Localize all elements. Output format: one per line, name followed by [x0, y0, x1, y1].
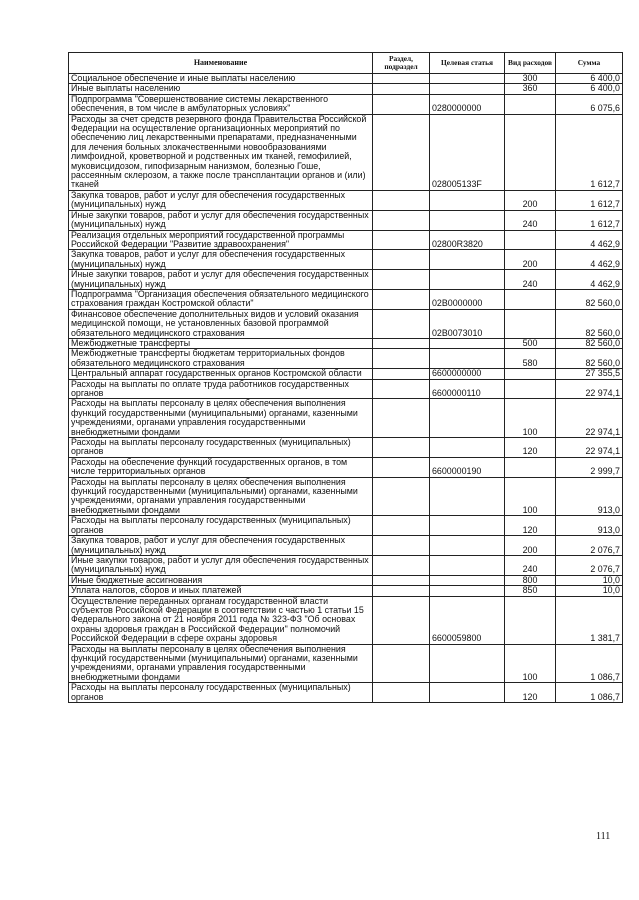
cell-section — [373, 438, 430, 458]
cell-article — [430, 555, 505, 575]
cell-article — [430, 516, 505, 536]
cell-article — [430, 250, 505, 270]
cell-type — [505, 289, 556, 309]
cell-sum: 1 612,7 — [556, 210, 623, 230]
table-row — [69, 477, 623, 516]
cell-type: 360 — [505, 84, 556, 94]
cell-sum: 6 075,6 — [556, 94, 623, 114]
cell-section — [373, 94, 430, 114]
table-header-row — [69, 53, 623, 74]
cell-name: Расходы на выплаты персоналу в целях обеспечения выполнения функций государственными (муниципальными) органами, казенными учреждениями, органами управления государственными внебюджетными фондами — [69, 477, 373, 516]
cell-type: 200 — [505, 536, 556, 556]
cell-sum: 1 086,7 — [556, 644, 623, 683]
cell-name: Социальное обеспечение и иные выплаты населению — [69, 74, 373, 84]
cell-name: Закупка товаров, работ и услуг для обеспечения государственных (муниципальных) нужд — [69, 536, 373, 556]
column-header-section: Раздел, подраздел — [373, 53, 430, 74]
cell-type: 120 — [505, 683, 556, 703]
cell-sum: 1 086,7 — [556, 683, 623, 703]
cell-type: 240 — [505, 210, 556, 230]
cell-sum: 4 462,9 — [556, 230, 623, 250]
cell-article — [430, 683, 505, 703]
cell-section — [373, 596, 430, 644]
cell-sum: 4 462,9 — [556, 250, 623, 270]
table-row — [69, 399, 623, 438]
cell-type — [505, 457, 556, 477]
cell-type: 300 — [505, 74, 556, 84]
cell-section — [373, 683, 430, 703]
cell-type — [505, 230, 556, 250]
column-header-type: Вид расходов — [505, 53, 556, 74]
cell-name: Расходы на выплаты персоналу в целях обеспечения выполнения функций государственными (муниципальными) органами, казенными учреждениями, органами управления государственными внебюджетными фондами — [69, 399, 373, 438]
cell-sum: 22 974,1 — [556, 399, 623, 438]
cell-article — [430, 84, 505, 94]
cell-article — [430, 575, 505, 585]
cell-name: Подпрограмма "Организация обеспечения обязательного медицинского страхования граждан Костромской области" — [69, 289, 373, 309]
cell-sum: 82 560,0 — [556, 349, 623, 369]
cell-section — [373, 84, 430, 94]
table-row — [69, 349, 623, 369]
cell-name: Реализация отдельных мероприятий государственной программы Российской Федерации "Развитие здравоохранения" — [69, 230, 373, 250]
cell-name: Осуществление переданных органам государственной власти субъектов Российской Федерации в соответствии с частью 1 статьи 15 Федерального закона от 21 ноября 2011 года № 323-ФЗ "Об основах охраны здоровья граждан в Российской Федерации" полномочий Российской Федерации в сфере охраны здоровья — [69, 596, 373, 644]
table-row — [69, 586, 623, 596]
cell-name: Расходы на выплаты персоналу государственных (муниципальных) органов — [69, 438, 373, 458]
cell-type: 240 — [505, 270, 556, 290]
cell-section — [373, 379, 430, 399]
cell-section — [373, 190, 430, 210]
cell-article: 6600000000 — [430, 369, 505, 379]
cell-sum: 22 974,1 — [556, 379, 623, 399]
cell-sum: 82 560,0 — [556, 338, 623, 348]
cell-sum: 1 612,7 — [556, 114, 623, 190]
cell-section — [373, 457, 430, 477]
cell-type — [505, 379, 556, 399]
cell-name: Закупка товаров, работ и услуг для обеспечения государственных (муниципальных) нужд — [69, 190, 373, 210]
table-row — [69, 555, 623, 575]
cell-section — [373, 210, 430, 230]
cell-article — [430, 190, 505, 210]
cell-name: Межбюджетные трансферты — [69, 338, 373, 348]
cell-sum: 6 400,0 — [556, 84, 623, 94]
cell-section — [373, 399, 430, 438]
cell-sum: 82 560,0 — [556, 309, 623, 338]
cell-type — [505, 369, 556, 379]
cell-article: 028005133F — [430, 114, 505, 190]
cell-section — [373, 555, 430, 575]
cell-article: 0280000000 — [430, 94, 505, 114]
cell-sum: 913,0 — [556, 516, 623, 536]
cell-article — [430, 586, 505, 596]
cell-type: 200 — [505, 190, 556, 210]
cell-sum: 2 076,7 — [556, 555, 623, 575]
cell-name: Расходы за счет средств резервного фонда Правительства Российской Федерации на осуществление организационных мероприятий по обеспечению лиц лекарственными препаратами, предназначенными для лечения больных злокачественными новообразованиями лимфоидной, кроветворной и родственных им тканей, гемофилией, муковисцидозом, гипофизарным нанизмом, болезнью Гоше, рассеянным склерозом, а также после трансплантации органов и (или) тканей — [69, 114, 373, 190]
cell-sum: 4 462,9 — [556, 270, 623, 290]
cell-name: Расходы на обеспечение функций государственных органов, в том числе территориальных органов — [69, 457, 373, 477]
table-row — [69, 74, 623, 84]
cell-article — [430, 349, 505, 369]
cell-type: 850 — [505, 586, 556, 596]
cell-article — [430, 477, 505, 516]
table-row — [69, 210, 623, 230]
cell-article — [430, 338, 505, 348]
cell-type: 200 — [505, 250, 556, 270]
table-row — [69, 438, 623, 458]
cell-sum: 10,0 — [556, 586, 623, 596]
cell-sum: 2 999,7 — [556, 457, 623, 477]
cell-type: 800 — [505, 575, 556, 585]
cell-name: Расходы на выплаты по оплате труда работников государственных органов — [69, 379, 373, 399]
table-row — [69, 84, 623, 94]
table-row — [69, 575, 623, 585]
table-row — [69, 369, 623, 379]
cell-name: Иные бюджетные ассигнования — [69, 575, 373, 585]
cell-article: 02B0000000 — [430, 289, 505, 309]
table-row — [69, 379, 623, 399]
cell-section — [373, 516, 430, 536]
cell-type — [505, 114, 556, 190]
cell-article — [430, 210, 505, 230]
table-row — [69, 250, 623, 270]
cell-article: 02B0073010 — [430, 309, 505, 338]
table-row — [69, 190, 623, 210]
cell-type: 120 — [505, 516, 556, 536]
budget-table — [68, 52, 623, 703]
table-row — [69, 644, 623, 683]
cell-article — [430, 644, 505, 683]
table-row — [69, 516, 623, 536]
cell-article — [430, 399, 505, 438]
cell-article: 6600000110 — [430, 379, 505, 399]
cell-article: 6600059800 — [430, 596, 505, 644]
cell-article — [430, 74, 505, 84]
table-row — [69, 114, 623, 190]
column-header-sum: Сумма — [556, 53, 623, 74]
cell-article: 02800R3820 — [430, 230, 505, 250]
table-row — [69, 270, 623, 290]
cell-section — [373, 338, 430, 348]
cell-section — [373, 369, 430, 379]
cell-type: 240 — [505, 555, 556, 575]
cell-sum: 82 560,0 — [556, 289, 623, 309]
cell-sum: 27 355,5 — [556, 369, 623, 379]
cell-section — [373, 250, 430, 270]
table-row — [69, 596, 623, 644]
cell-article — [430, 438, 505, 458]
cell-name: Иные закупки товаров, работ и услуг для обеспечения государственных (муниципальных) нужд — [69, 555, 373, 575]
cell-name: Закупка товаров, работ и услуг для обеспечения государственных (муниципальных) нужд — [69, 250, 373, 270]
cell-section — [373, 270, 430, 290]
cell-section — [373, 536, 430, 556]
cell-name: Расходы на выплаты персоналу в целях обеспечения выполнения функций государственными (муниципальными) органами, казенными учреждениями, органами управления государственными внебюджетными фондами — [69, 644, 373, 683]
table-row — [69, 683, 623, 703]
cell-sum: 2 076,7 — [556, 536, 623, 556]
cell-section — [373, 586, 430, 596]
cell-name: Иные закупки товаров, работ и услуг для обеспечения государственных (муниципальных) нужд — [69, 270, 373, 290]
table-row — [69, 230, 623, 250]
cell-type — [505, 94, 556, 114]
cell-sum: 1 612,7 — [556, 190, 623, 210]
cell-section — [373, 114, 430, 190]
cell-name: Подпрограмма "Совершенствование системы лекарственного обеспечения, в том числе в амбулаторных условиях" — [69, 94, 373, 114]
cell-name: Межбюджетные трансферты бюджетам территориальных фондов обязательного медицинского страхования — [69, 349, 373, 369]
column-header-article: Целевая статья — [430, 53, 505, 74]
cell-name: Расходы на выплаты персоналу государственных (муниципальных) органов — [69, 683, 373, 703]
cell-section — [373, 74, 430, 84]
cell-type: 580 — [505, 349, 556, 369]
cell-section — [373, 477, 430, 516]
cell-sum: 1 381,7 — [556, 596, 623, 644]
cell-type — [505, 596, 556, 644]
cell-sum: 10,0 — [556, 575, 623, 585]
cell-section — [373, 575, 430, 585]
cell-sum: 22 974,1 — [556, 438, 623, 458]
cell-name: Иные выплаты населению — [69, 84, 373, 94]
table-row — [69, 338, 623, 348]
cell-name: Иные закупки товаров, работ и услуг для обеспечения государственных (муниципальных) нужд — [69, 210, 373, 230]
cell-sum: 6 400,0 — [556, 74, 623, 84]
table-row — [69, 289, 623, 309]
cell-name: Уплата налогов, сборов и иных платежей — [69, 586, 373, 596]
cell-type — [505, 309, 556, 338]
cell-article — [430, 270, 505, 290]
cell-name: Финансовое обеспечение дополнительных видов и условий оказания медицинской помощи, не установленных базовой программой обязательного медицинского страхования — [69, 309, 373, 338]
cell-section — [373, 289, 430, 309]
table-row — [69, 536, 623, 556]
page-number: 111 — [596, 831, 611, 842]
cell-article: 6600000190 — [430, 457, 505, 477]
cell-name: Расходы на выплаты персоналу государственных (муниципальных) органов — [69, 516, 373, 536]
cell-section — [373, 349, 430, 369]
table-row — [69, 309, 623, 338]
table-row — [69, 457, 623, 477]
table-row — [69, 94, 623, 114]
column-header-name: Наименование — [69, 53, 373, 74]
cell-name: Центральный аппарат государственных органов Костромской области — [69, 369, 373, 379]
cell-type: 120 — [505, 438, 556, 458]
cell-type: 100 — [505, 399, 556, 438]
cell-section — [373, 309, 430, 338]
cell-type: 100 — [505, 477, 556, 516]
cell-section — [373, 644, 430, 683]
cell-sum: 913,0 — [556, 477, 623, 516]
table-body — [69, 74, 623, 703]
cell-article — [430, 536, 505, 556]
cell-type: 500 — [505, 338, 556, 348]
cell-type: 100 — [505, 644, 556, 683]
cell-section — [373, 230, 430, 250]
